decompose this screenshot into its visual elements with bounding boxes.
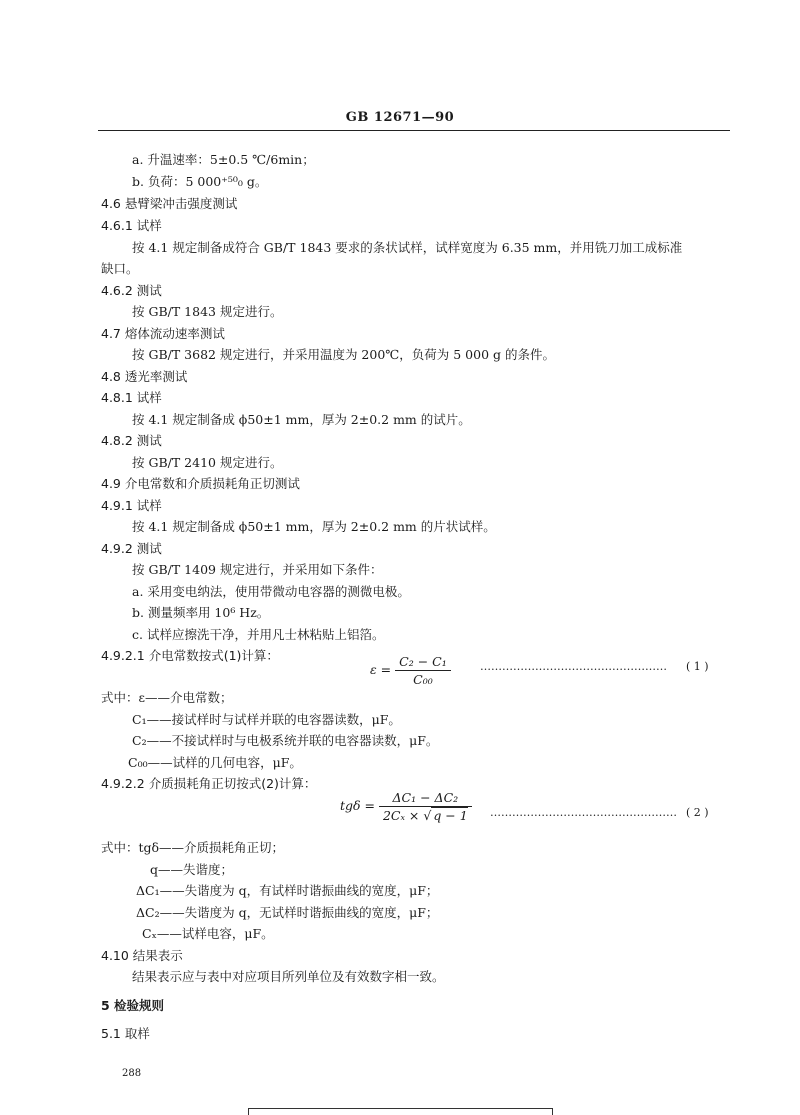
where-cx: Cₓ——试样电容，μF。 <box>142 926 274 941</box>
paragraph-4-9-2: 按 GB/T 1409 规定进行，并采用如下条件： <box>132 562 383 577</box>
section-4-8-2: 4.8.2 测试 <box>101 433 162 448</box>
eq1-numerator: C₂ − C₁ <box>395 654 451 671</box>
eq2-lhs: tgδ = <box>340 798 375 813</box>
item-a-heating-rate: a. 升温速率：5±0.5 ℃/6min； <box>132 152 315 167</box>
page-number: 288 <box>122 1068 142 1079</box>
where-delta-c2: ΔC₂——失谐度为 q，无试样时谐振曲线的宽度，μF； <box>136 905 439 920</box>
section-4-9-1: 4.9.1 试样 <box>101 498 162 513</box>
section-4-10: 4.10 结果表示 <box>101 948 183 963</box>
eq1-fraction <box>395 654 451 687</box>
where-c00: C₀₀——试样的几何电容，μF。 <box>128 755 302 770</box>
section-4-9-2-1: 4.9.2.1 介电常数按式(1)计算： <box>101 648 279 663</box>
item-b-load: b. 负荷：5 000⁺⁵⁰₀ g。 <box>132 174 268 189</box>
eq2-radicand: q − 1 <box>433 808 468 823</box>
equation-1 <box>370 654 451 687</box>
header-rule <box>98 130 730 131</box>
section-4-6-1: 4.6.1 试样 <box>101 218 162 233</box>
eq2-number: ( 2 ) <box>686 806 709 819</box>
paragraph-4-10: 结果表示应与表中对应项目所列单位及有效数字相一致。 <box>132 969 445 984</box>
page-header: GB 12671—90 <box>345 110 455 125</box>
section-4-9-2-2: 4.9.2.2 介质损耗角正切按式(2)计算： <box>101 776 317 791</box>
where-tg-delta: 式中：tgδ——介质损耗角正切； <box>101 840 285 855</box>
eq2-denominator: 2Cₓ × √ q − 1 <box>382 808 468 823</box>
eq1-denominator: C₀₀ <box>413 672 433 687</box>
item-b-frequency: b. 测量频率用 10⁶ Hz。 <box>132 605 270 620</box>
section-4-7: 4.7 熔体流动速率测试 <box>101 326 225 341</box>
paragraph-4-6-1-cont: 缺口。 <box>101 261 139 276</box>
section-4-8: 4.8 透光率测试 <box>101 369 188 384</box>
eq1-number: ( 1 ) <box>686 660 709 673</box>
equation-2 <box>340 790 472 823</box>
section-4-8-1: 4.8.1 试样 <box>101 390 162 405</box>
paragraph-4-8-1: 按 4.1 规定制备成 ϕ50±1 mm，厚为 2±0.2 mm 的试片。 <box>132 412 471 427</box>
section-5: 5 检验规则 <box>101 998 165 1013</box>
where-c1: C₁——接试样时与试样并联的电容器读数，μF。 <box>132 712 401 727</box>
section-4-9: 4.9 介电常数和介质损耗角正切测试 <box>101 476 300 491</box>
paragraph-4-9-1: 按 4.1 规定制备成 ϕ50±1 mm，厚为 2±0.2 mm 的片状试样。 <box>132 519 496 534</box>
section-4-9-2: 4.9.2 测试 <box>101 541 162 556</box>
paragraph-4-8-2: 按 GB/T 2410 规定进行。 <box>132 455 283 470</box>
section-4-6: 4.6 悬臂梁冲击强度测试 <box>101 196 238 211</box>
eq1-leader-dots: …………………………………………… <box>480 660 667 673</box>
section-4-6-2: 4.6.2 测试 <box>101 283 162 298</box>
eq2-numerator: ΔC₁ − ΔC₂ <box>379 790 472 807</box>
eq1-lhs: ε = <box>370 662 392 677</box>
item-c-specimen-prep: c. 试样应擦洗干净，并用凡士林粘贴上铝箔。 <box>132 627 385 642</box>
item-a-method: a. 采用变电纳法，使用带微动电容器的测微电极。 <box>132 584 410 599</box>
eq2-denominator-left: 2Cₓ × <box>382 808 424 823</box>
eq2-leader-dots: …………………………………………… <box>490 806 677 819</box>
paragraph-4-7: 按 GB/T 3682 规定进行，并采用温度为 200℃，负荷为 5 000 g 的条件。 <box>132 347 555 362</box>
where-c2: C₂——不接试样时与电极系统并联的电容器读数，μF。 <box>132 733 439 748</box>
eq2-fraction <box>379 790 472 823</box>
where-epsilon: 式中：ε——介电常数； <box>101 690 233 705</box>
where-delta-c1: ΔC₁——失谐度为 q，有试样时谐振曲线的宽度，μF； <box>136 883 439 898</box>
paragraph-4-6-1: 按 4.1 规定制备成符合 GB/T 1843 要求的条状试样，试样宽度为 6.35 mm，并用铣刀加工成标准 <box>132 240 683 255</box>
paragraph-4-6-2: 按 GB/T 1843 规定进行。 <box>132 304 283 319</box>
section-5-1: 5.1 取样 <box>101 1026 150 1041</box>
where-q: q——失谐度； <box>150 862 234 877</box>
